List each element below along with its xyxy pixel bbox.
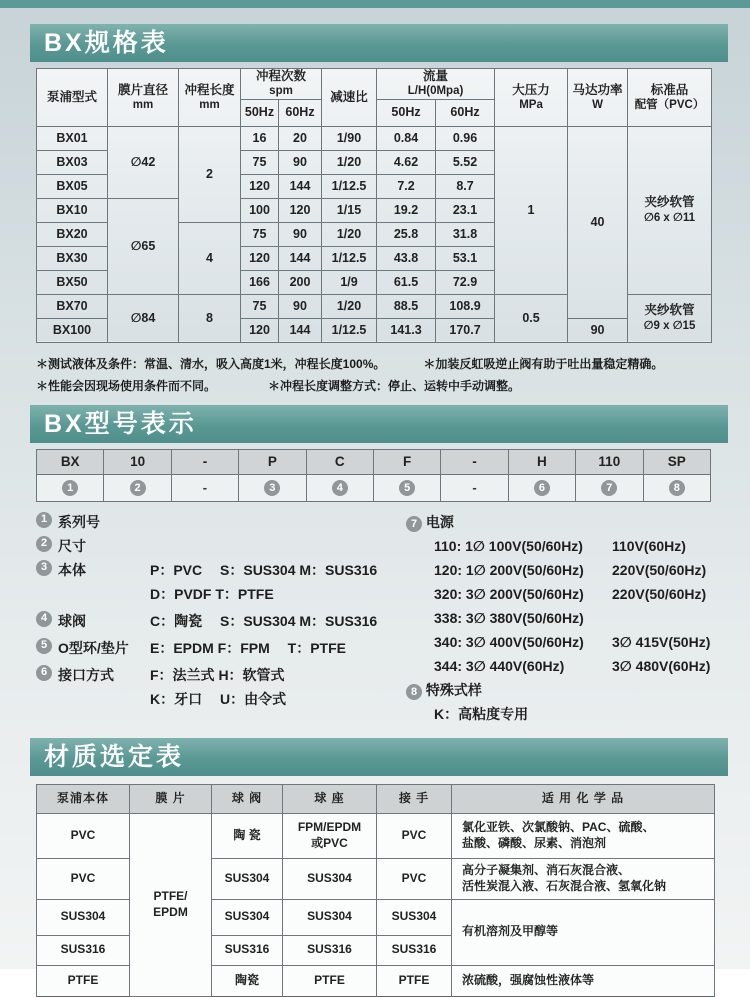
chem-text: 活性炭混入液、石灰混合液、氢氧化钠 — [462, 878, 667, 893]
circle-badge: 2 — [36, 536, 52, 552]
flow50-cell: 88.5 — [377, 294, 436, 318]
ratio-cell: 1/12.5 — [322, 318, 377, 342]
voltage-code: 110: 1∅ 100V(50/60Hz) — [434, 537, 583, 554]
voltage-line — [406, 608, 726, 629]
col-header-text: 标准品 — [650, 82, 689, 97]
code-segment: 110 — [576, 449, 643, 474]
ratio-cell: 1/15 — [322, 198, 377, 222]
pressure-cell: 1 — [495, 126, 568, 294]
col-header-ball-valve: 球 阀 — [212, 784, 283, 813]
col-header-flow-60hz: 60Hz — [436, 99, 495, 126]
col-header-chemicals: 适 用 化 学 品 — [452, 784, 715, 813]
legend-item — [406, 680, 726, 701]
col-header-piping — [628, 69, 712, 127]
flow60-cell: 72.9 — [436, 270, 495, 294]
col-header-model: 泵浦型式 — [37, 69, 108, 127]
circle-badge: 2 — [130, 480, 146, 496]
col-header-text: 配管（PVC） — [634, 98, 705, 111]
pump-body-cell: PVC — [37, 813, 130, 858]
model-cell: BX70 — [37, 294, 108, 318]
code-segment: BX — [37, 449, 104, 474]
stroke-cell: 4 — [179, 222, 241, 294]
piping-size: ∅6 x ∅11 — [643, 211, 696, 224]
flow50-cell: 4.62 — [377, 150, 436, 174]
voltage-code: 344: 3∅ 440V(60Hz) — [434, 657, 565, 674]
membrane-text: PTFE/ — [153, 889, 188, 903]
circle-badge: 3 — [36, 560, 52, 576]
material-header-row — [37, 784, 715, 813]
circle-badge: 6 — [534, 480, 550, 496]
badge-cell — [37, 474, 104, 501]
footnote-line — [36, 353, 750, 375]
spm60-cell: 90 — [279, 150, 322, 174]
circle-badge: 5 — [399, 480, 415, 496]
circle-badge: 7 — [601, 480, 617, 496]
col-header-pressure — [495, 69, 568, 127]
ball-valve-cell: SUS316 — [212, 935, 283, 965]
col-header-spm-60hz: 60Hz — [279, 99, 322, 126]
circle-badge: 8 — [669, 480, 685, 496]
legend-item — [36, 560, 406, 608]
code-segment: - — [171, 449, 238, 474]
code-segment: P — [239, 449, 306, 474]
legend-left-column — [36, 512, 406, 728]
spm60-cell: 120 — [279, 198, 322, 222]
model-code-legend — [36, 512, 750, 728]
pump-body-cell: SUS316 — [37, 935, 130, 965]
legend-item — [36, 512, 406, 533]
code-segment: F — [373, 449, 440, 474]
top-accent-strip — [0, 0, 750, 8]
section-title-spec: BX规格表 — [30, 24, 728, 62]
col-header-unit: mm — [199, 98, 220, 111]
spm50-cell: 120 — [241, 246, 279, 270]
voltage-line — [406, 536, 726, 557]
legend-label: 系列号 — [58, 513, 100, 530]
badge-cell — [576, 474, 643, 501]
voltage-alt: 220V(50/60Hz) — [612, 585, 707, 602]
flow50-cell: 61.5 — [377, 270, 436, 294]
circle-badge: 1 — [36, 512, 52, 528]
model-cell: BX01 — [37, 126, 108, 150]
chemicals-cell: 浓硫酸，强腐蚀性液体等 — [452, 965, 715, 996]
badge-cell — [239, 474, 306, 501]
col-header-text: 马达功率 — [572, 82, 623, 97]
pressure-cell: 0.5 — [495, 294, 568, 342]
code-segment: H — [508, 449, 575, 474]
model-cell: BX05 — [37, 174, 108, 198]
section-title-model-code: BX型号表示 — [30, 405, 728, 443]
flow50-cell: 19.2 — [377, 198, 436, 222]
voltage-code: 338: 3∅ 380V(50/60Hz) — [434, 609, 584, 626]
chemicals-cell — [452, 858, 715, 899]
ratio-cell: 1/90 — [322, 126, 377, 150]
model-cell: BX50 — [37, 270, 108, 294]
table-row — [37, 126, 712, 150]
model-cell: BX100 — [37, 318, 108, 342]
col-header-ball-seat: 球 座 — [283, 784, 377, 813]
voltage-code: 340: 3∅ 400V(50/60Hz) — [434, 633, 584, 650]
flow50-cell: 25.8 — [377, 222, 436, 246]
seat-text: 或PVC — [311, 835, 348, 850]
col-header-power — [568, 69, 628, 127]
spm50-cell: 120 — [241, 318, 279, 342]
legend-values — [150, 638, 406, 662]
ball-valve-cell: SUS304 — [212, 899, 283, 935]
voltage-code: 320: 3∅ 200V(50/60Hz) — [434, 585, 584, 602]
ratio-cell: 1/12.5 — [322, 174, 377, 198]
dash-text: - — [202, 480, 208, 496]
flow60-cell: 53.1 — [436, 246, 495, 270]
circle-badge: 8 — [406, 684, 422, 700]
spm50-cell: 100 — [241, 198, 279, 222]
legend-value-line: F：法兰式 H：软管式 — [150, 666, 285, 683]
model-code-row — [37, 449, 711, 474]
legend-label: 本体 — [58, 561, 86, 578]
pump-body-cell: PVC — [37, 858, 130, 899]
spm60-cell: 144 — [279, 174, 322, 198]
flow60-cell: 8.7 — [436, 174, 495, 198]
footnotes — [36, 353, 750, 397]
spm50-cell: 75 — [241, 222, 279, 246]
diaphragm-cell: ∅42 — [108, 126, 179, 198]
joint-cell: SUS304 — [377, 899, 452, 935]
flow60-cell: 31.8 — [436, 222, 495, 246]
model-cell: BX20 — [37, 222, 108, 246]
flow50-cell: 141.3 — [377, 318, 436, 342]
badge-cell — [373, 474, 440, 501]
piping-name: 夹纱软管 — [644, 195, 695, 210]
col-header-diaphragm — [108, 69, 179, 127]
joint-cell: PTFE — [377, 965, 452, 996]
stroke-cell: 2 — [179, 126, 241, 222]
badge-cell — [508, 474, 575, 501]
model-cell: BX30 — [37, 246, 108, 270]
ratio-cell: 1/20 — [322, 222, 377, 246]
legend-item — [36, 611, 406, 635]
flow60-cell: 5.52 — [436, 150, 495, 174]
chemicals-cell: 有机溶剂及甲醇等 — [452, 899, 715, 965]
chem-text: 盐酸、磷酸、尿素、消泡剂 — [462, 835, 607, 850]
col-header-text: 冲程次数 — [256, 69, 307, 83]
ratio-cell: 1/9 — [322, 270, 377, 294]
spec-table — [36, 68, 712, 343]
spm60-cell: 90 — [279, 222, 322, 246]
ball-seat-cell: SUS304 — [283, 899, 377, 935]
section-title-material: 材质选定表 — [30, 738, 728, 776]
spm50-cell: 75 — [241, 294, 279, 318]
voltage-alt: 110V(60Hz) — [612, 537, 686, 554]
voltage-alt: 3∅ 480V(60Hz) — [612, 657, 711, 674]
legend-value-line: K：牙口 U：由令式 — [150, 690, 287, 707]
footnote-text: ＊测试液体及条件：常温、清水，吸入高度1米，冲程长度100%。 — [36, 356, 386, 371]
diaphragm-cell: ∅84 — [108, 294, 179, 342]
ball-valve-cell: 陶 瓷 — [212, 813, 283, 858]
legend-item — [36, 665, 406, 713]
legend-label: 球阀 — [58, 612, 86, 629]
col-header-flow-group — [377, 69, 495, 100]
col-header-spm-group — [241, 69, 322, 100]
piping-cell — [628, 294, 712, 342]
flow50-cell: 43.8 — [377, 246, 436, 270]
code-segment: - — [441, 449, 508, 474]
legend-label: 特殊式样 — [425, 681, 482, 698]
piping-cell — [628, 126, 712, 294]
legend-item — [36, 638, 406, 662]
spm60-cell: 144 — [279, 318, 322, 342]
ball-seat-cell: SUS316 — [283, 935, 377, 965]
pump-body-cell: PTFE — [37, 965, 130, 996]
power-cell: 40 — [568, 126, 628, 318]
voltage-line — [406, 584, 726, 605]
voltage-line — [406, 632, 726, 653]
legend-value-line: D：PVDF T：PTFE — [150, 585, 274, 602]
seat-text: FPM/EPDM — [297, 820, 362, 834]
ball-seat-cell: SUS304 — [283, 858, 377, 899]
col-header-unit: W — [592, 98, 603, 111]
membrane-text: EPDM — [153, 904, 188, 919]
ball-valve-cell: SUS304 — [212, 858, 283, 899]
col-header-unit: mm — [132, 98, 154, 111]
circle-badge: 7 — [406, 516, 422, 532]
voltage-line — [406, 560, 726, 581]
stroke-cell: 8 — [179, 294, 241, 342]
material-table — [36, 784, 715, 997]
footnote-text: ＊加装反虹吸逆止阀有助于吐出量稳定精确。 — [423, 356, 664, 371]
ratio-cell: 1/12.5 — [322, 246, 377, 270]
voltage-alt: 3∅ 415V(50Hz) — [612, 633, 711, 650]
pump-body-cell: SUS304 — [37, 899, 130, 935]
spm50-cell: 166 — [241, 270, 279, 294]
footnote-line — [36, 375, 750, 397]
flow60-cell: 23.1 — [436, 198, 495, 222]
joint-cell: SUS316 — [377, 935, 452, 965]
col-header-text: 冲程长度 — [184, 82, 235, 97]
legend-label: O型环/垫片 — [58, 639, 129, 656]
ball-valve-cell: 陶瓷 — [212, 965, 283, 996]
spm60-cell: 200 — [279, 270, 322, 294]
badge-cell — [441, 474, 508, 501]
voltage-code: 120: 1∅ 200V(50/60Hz) — [434, 561, 584, 578]
circle-badge: 3 — [264, 480, 280, 496]
chem-text: 高分子凝集剂、消石灰混合液、 — [462, 863, 631, 877]
flow60-cell: 0.96 — [436, 126, 495, 150]
footnote-text: ＊性能会因现场使用条件而不同。 — [36, 378, 217, 393]
col-header-flow-50hz: 50Hz — [377, 99, 436, 126]
col-header-unit: MPa — [519, 98, 543, 111]
flow60-cell: 170.7 — [436, 318, 495, 342]
joint-cell: PVC — [377, 858, 452, 899]
legend-right-column — [406, 512, 726, 728]
legend-values — [150, 665, 406, 713]
chemicals-cell — [452, 813, 715, 858]
model-cell: BX03 — [37, 150, 108, 174]
legend-value-line: K：高粘度专用 — [434, 705, 529, 722]
circle-badge: 6 — [36, 665, 52, 681]
model-cell: BX10 — [37, 198, 108, 222]
code-segment: C — [306, 449, 373, 474]
spm60-cell: 20 — [279, 126, 322, 150]
piping-size: ∅9 x ∅15 — [643, 319, 696, 332]
chem-text: 氯化亚铁、次氯酸钠、PAC、硫酸、 — [462, 820, 655, 834]
spec-header-row — [37, 69, 712, 100]
dash-text: - — [472, 480, 477, 496]
col-header-unit: L/H(0Mpa) — [407, 85, 464, 98]
legend-item — [406, 512, 726, 533]
legend-values — [150, 611, 406, 635]
model-code-badge-row — [37, 474, 711, 501]
code-segment: 10 — [104, 449, 171, 474]
ratio-cell: 1/20 — [322, 150, 377, 174]
col-header-stroke — [179, 69, 241, 127]
legend-label: 电源 — [425, 513, 454, 530]
badge-cell — [171, 474, 238, 501]
col-header-joint: 接 手 — [377, 784, 452, 813]
ratio-cell: 1/20 — [322, 294, 377, 318]
legend-value-line: P：PVC S：SUS304 M：SUS316 — [150, 561, 378, 578]
circle-badge: 5 — [36, 638, 52, 654]
flow50-cell: 0.84 — [377, 126, 436, 150]
ball-seat-cell: PTFE — [283, 965, 377, 996]
col-header-membrane: 膜 片 — [130, 784, 212, 813]
piping-name: 夹纱软管 — [644, 303, 695, 318]
code-segment: SP — [643, 449, 710, 474]
legend-value-line: C：陶瓷 S：SUS304 M：SUS316 — [150, 612, 378, 629]
legend-label: 接口方式 — [58, 666, 114, 683]
voltage-line — [406, 656, 726, 677]
col-header-text: 流量 — [423, 69, 449, 83]
spm60-cell: 90 — [279, 294, 322, 318]
legend-value-line: E：EPDM F：FPM T：PTFE — [150, 639, 346, 656]
circle-badge: 4 — [332, 480, 348, 496]
col-header-text: 膜片直径 — [117, 82, 168, 97]
joint-cell: PVC — [377, 813, 452, 858]
col-header-pump-body: 泵浦本体 — [37, 784, 130, 813]
membrane-cell — [130, 813, 212, 996]
circle-badge: 4 — [36, 611, 52, 627]
col-header-unit: spm — [269, 85, 293, 98]
ball-seat-cell — [283, 813, 377, 858]
power-cell: 90 — [568, 318, 628, 342]
col-header-text: 大压力 — [512, 82, 550, 97]
diaphragm-cell: ∅65 — [108, 198, 179, 294]
model-code-table — [36, 449, 711, 502]
badge-cell — [643, 474, 710, 501]
voltage-alt: 220V(50/60Hz) — [612, 561, 707, 578]
spm50-cell: 16 — [241, 126, 279, 150]
spm50-cell: 120 — [241, 174, 279, 198]
legend-values — [150, 560, 406, 608]
legend-label: 尺寸 — [58, 537, 86, 554]
legend-item — [36, 536, 406, 557]
circle-badge: 1 — [62, 480, 78, 496]
col-header-ratio: 减速比 — [322, 69, 377, 127]
spm60-cell: 144 — [279, 246, 322, 270]
spm50-cell: 75 — [241, 150, 279, 174]
table-row — [37, 813, 715, 858]
flow60-cell: 108.9 — [436, 294, 495, 318]
flow50-cell: 7.2 — [377, 174, 436, 198]
badge-cell — [306, 474, 373, 501]
badge-cell — [104, 474, 171, 501]
col-header-spm-50hz: 50Hz — [241, 99, 279, 126]
footnote-text: ＊冲程长度调整方式：停止、运转中手动调整。 — [268, 378, 521, 393]
